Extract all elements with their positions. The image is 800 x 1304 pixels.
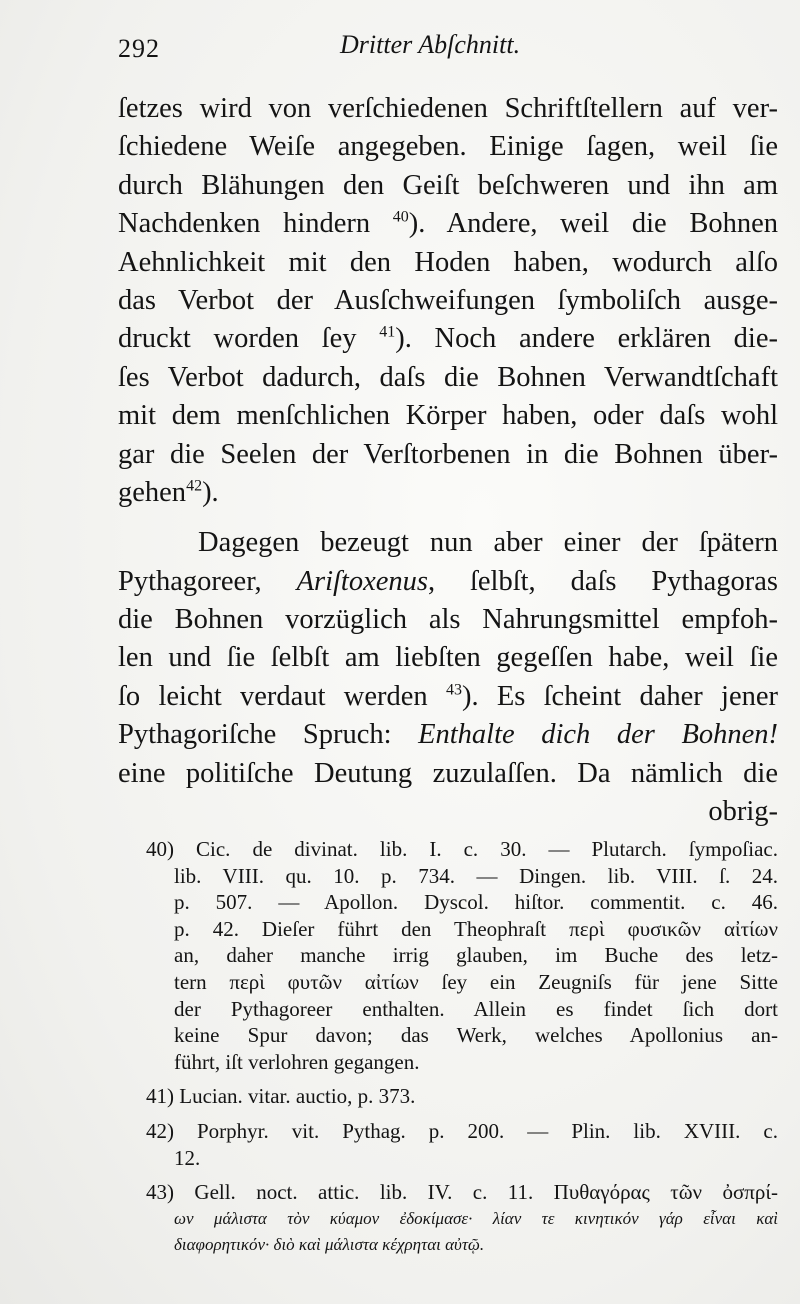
catchword: obrig-	[708, 796, 778, 828]
text-line: das Verbot der Ausſchweifungen ſymboliſch ausge-	[118, 284, 778, 316]
footnote-42: 42) Porphyr. vit. Pythag. p. 200. — Plin. lib. XVIII. c. 12.	[146, 1118, 778, 1170]
text-line: die Bohnen vorzüglich als Nahrungsmittel empfoh-	[118, 604, 778, 636]
author-name: Ariſtoxenus	[296, 565, 428, 597]
page-number: 292	[118, 34, 160, 63]
text-line: Dagegen bezeugt nun aber einer der ſpätern	[198, 527, 778, 559]
footnote-ref: 41	[379, 323, 396, 341]
text-line: ſetzes wird von verſchiedenen Schriftſtellern auf ver-	[118, 93, 778, 124]
text-line: Pythagoreer, Ariſtoxenus, ſelbſt, daſs Pythagoras	[118, 565, 779, 597]
text-line: ſo leicht verdaut werden $^{43}$). Es ſcheint daher jener	[118, 680, 778, 712]
text-line: gar die Seelen der Verſtorbenen in die Bohnen über-	[118, 438, 778, 470]
quoted-saying: Enthalte dich der Bohnen!	[418, 719, 778, 751]
text-line: ſchiedene Weiſe angegeben. Einige ſagen, weil ſie	[118, 131, 778, 163]
text-line: eine politiſche Deutung zuzulaſſen. Da nämlich die	[118, 757, 778, 789]
footnote-ref: 40	[392, 208, 409, 226]
main-text	[118, 90, 778, 831]
text-line: druckt worden ſey $^{41}$). Noch andere erklären die-	[118, 323, 778, 355]
text-line: mit dem menſchlichen Körper haben, oder daſs wohl	[118, 400, 778, 432]
footnote-41: 41) Lucian. vitar. auctio, p. 373.	[146, 1084, 416, 1109]
footnote-40: 40) Cic. de divinat. lib. I. c. 30. — Plutarch. ſympoſiac. lib. VIII. qu. 10. p. 734. — Dingen. lib. VIII. ſ. 24. p. 507. — Apollon. Dyscol. hiſtor. commentit. c. 46. p. 42. Dieſer führt den Theophraſt περὶ φυσικῶν αἰτίων an, daher manche irrig glauben, im Buche des letz- tern περὶ φυτῶν αἰτίων ſey ein Zeugniſs für jene Sitte der Pythagoreer enthalten. Allein es findet ſich dort keine Spur davon; das Werk, welches Apollonius an- führt, iſt verlohren gegangen.	[146, 837, 778, 1074]
running-title: Dritter Abſchnitt.	[340, 30, 521, 59]
text-line: durch Blähungen den Geiſt beſchweren und ihn am	[118, 169, 778, 201]
footnotes	[146, 836, 778, 1267]
footnote-43: 43) Gell. noct. attic. lib. IV. c. 11. Πυθαγόρας τῶν ὀσπρί- ων μάλιστα τὸν κύαμον ἐδοκίμασε· λίαν τε κινητικόν γάρ εἶναι καὶ διαφορητικόν· διὸ καὶ μάλιστα κέχρηται αὐτῷ.	[146, 1180, 778, 1255]
text-line: ſes Verbot dadurch, daſs die Bohnen Verwandtſchaft	[118, 361, 778, 393]
footnote-ref: 42	[186, 477, 203, 495]
text-line: Pythagoriſche Spruch: Enthalte dich der Bohnen!	[118, 719, 778, 751]
text-line: Aehnlichkeit mit den Hoden haben, wodurch alſo	[118, 246, 778, 278]
text-line: gehen$^{42}$).	[118, 476, 219, 508]
text-line: Nachdenken hindern $^{40}$). Andere, weil die Bohnen	[118, 208, 778, 240]
footnote-ref: 43	[445, 681, 462, 699]
text-line: len und ſie ſelbſt am liebſten gegeſſen habe, weil ſie	[118, 642, 778, 674]
